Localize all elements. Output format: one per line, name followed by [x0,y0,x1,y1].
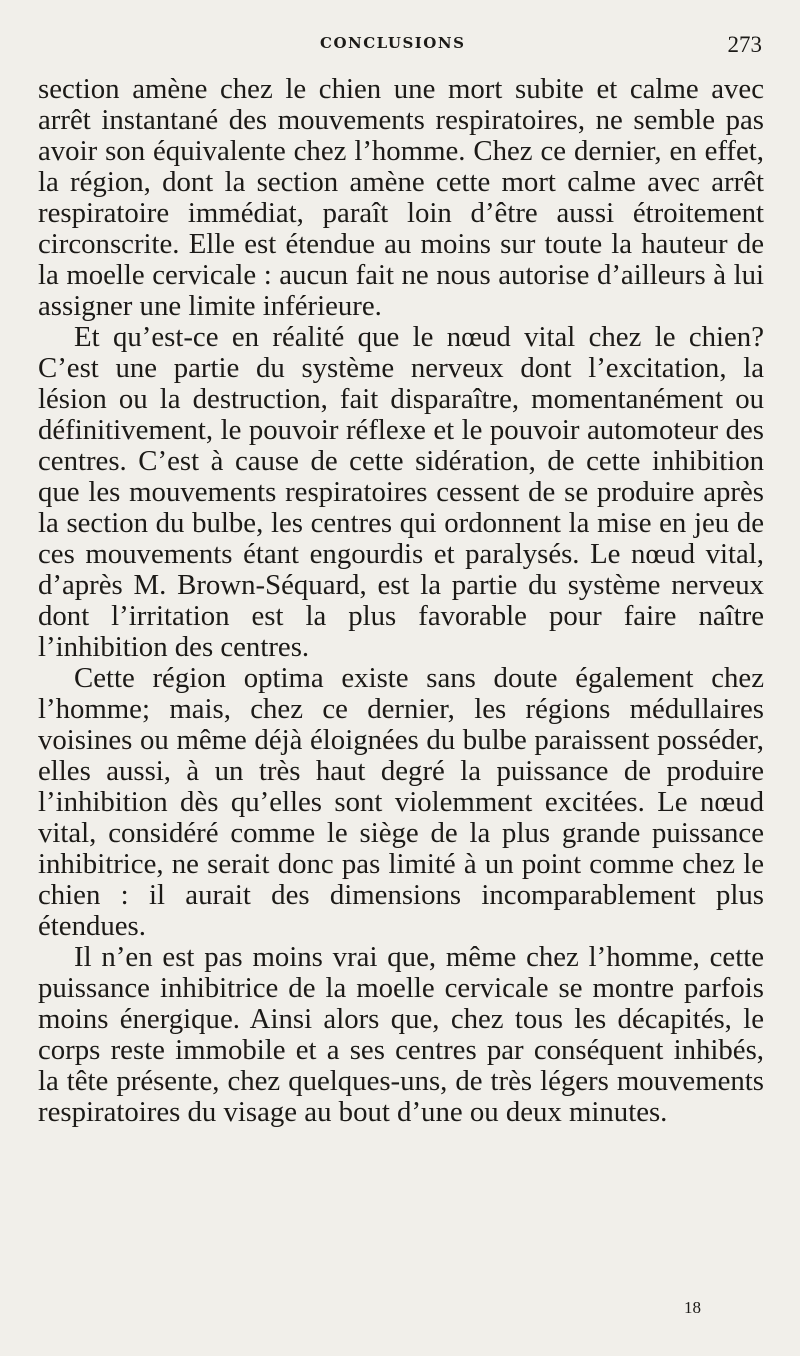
page-header [0,32,800,62]
signature-mark: 18 [684,1298,701,1317]
paragraph-2: Et qu’est-ce en réalité que le nœud vital chez le chien? C’est une partie du système nerveux dont l’excitation, la lésion ou la destruction, fait disparaître, momentanément ou définitivement, le pouvoir réflexe et le pouvoir automoteur des centres. C’est à cause de cette sidération, de cette inhibition que les mouvements respiratoires cessent de se produire après la section du bulbe, les centres qui ordonnent la mise en jeu de ces mouvements étant engourdis et paralysés. Le nœud vital, d’après M. Brown-Séquard, est la partie du système nerveux dont l’irritation est la plus favorable pour faire naître l’inhibition des centres. [38,321,764,663]
running-title: CONCLUSIONS [320,34,466,52]
body-text [38,74,764,1128]
paragraph-4: Il n’en est pas moins vrai que, même chez l’homme, cette puissance inhibitrice de la moelle cervicale se montre parfois moins énergique. Ainsi alors que, chez tous les décapités, le corps reste immobile et a ses centres par conséquent inhibés, la tête présente, chez quelques-uns, de très légers mouvements respiratoires du visage au bout d’une ou deux minutes. [38,941,764,1128]
paragraph-3: Cette région optima existe sans doute également chez l’homme; mais, chez ce dernier, les régions médullaires voisines ou même déjà éloignées du bulbe paraissent posséder, elles aussi, à un très haut degré la puissance de produire l’inhibition dès qu’elles sont violemment excitées. Le nœud vital, considéré comme le siège de la plus grande puissance inhibitrice, ne serait donc pas limité à un point comme chez le chien : il aurait des dimensions incomparablement plus étendues. [38,662,764,942]
paragraph-1: section amène chez le chien une mort subite et calme avec arrêt instantané des mouvements respiratoires, ne semble pas avoir son équivalente chez l’homme. Chez ce dernier, en effet, la région, dont la section amène cette mort calme avec arrêt respiratoire immédiat, paraît loin d’être aussi étroitement circonscrite. Elle est étendue au moins sur toute la hauteur de la moelle cervicale : aucun fait ne nous autorise d’ailleurs à lui assigner une limite inférieure. [38,73,764,322]
page-number: 273 [727,32,762,57]
